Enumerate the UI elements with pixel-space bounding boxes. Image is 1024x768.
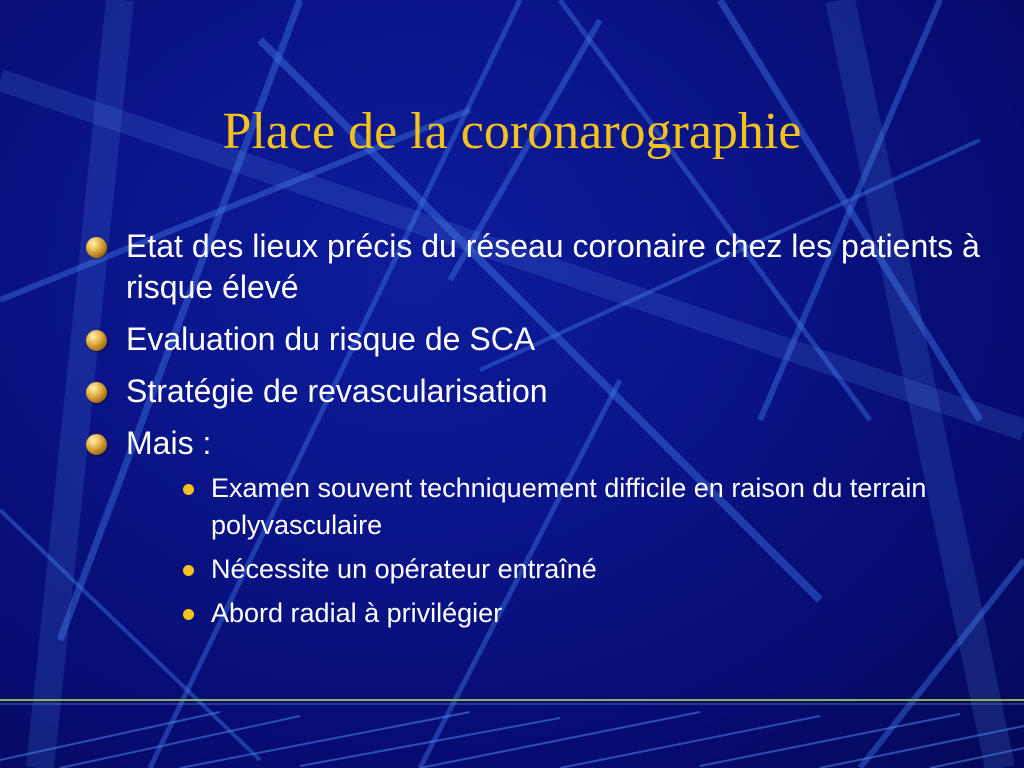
sub-bullet-item (126, 470, 986, 544)
sub-bullet-item (126, 551, 986, 588)
yellow-dot-icon (183, 565, 194, 576)
bullet-text: Stratégie de revascularisation (126, 373, 548, 409)
sub-bullet-text: Abord radial à privilégier (211, 598, 503, 628)
bullet-item (86, 371, 986, 412)
bullet-item (86, 226, 986, 308)
sub-bullet-item (126, 595, 986, 632)
yellow-dot-icon (183, 609, 194, 620)
sub-bullet-text: Examen souvent techniquement difficile en raison du terrain polyvasculaire (211, 473, 927, 540)
sub-bullet-text: Nécessite un opérateur entraîné (211, 554, 597, 584)
gold-sphere-icon (86, 434, 107, 455)
bullet-text: Etat des lieux précis du réseau coronaire chez les patients à risque élevé (126, 228, 980, 305)
slide-title: Place de la coronarographie (222, 103, 802, 160)
gold-sphere-icon (86, 237, 107, 258)
bullet-item (86, 423, 986, 632)
gold-sphere-icon (86, 330, 107, 351)
bullet-item (86, 319, 986, 360)
yellow-dot-icon (183, 484, 194, 495)
sub-bullet-list (126, 470, 986, 632)
bullet-list (86, 226, 986, 643)
bullet-text: Evaluation du risque de SCA (126, 321, 536, 357)
bullet-text: Mais : (126, 425, 212, 461)
gold-sphere-icon (86, 382, 107, 403)
